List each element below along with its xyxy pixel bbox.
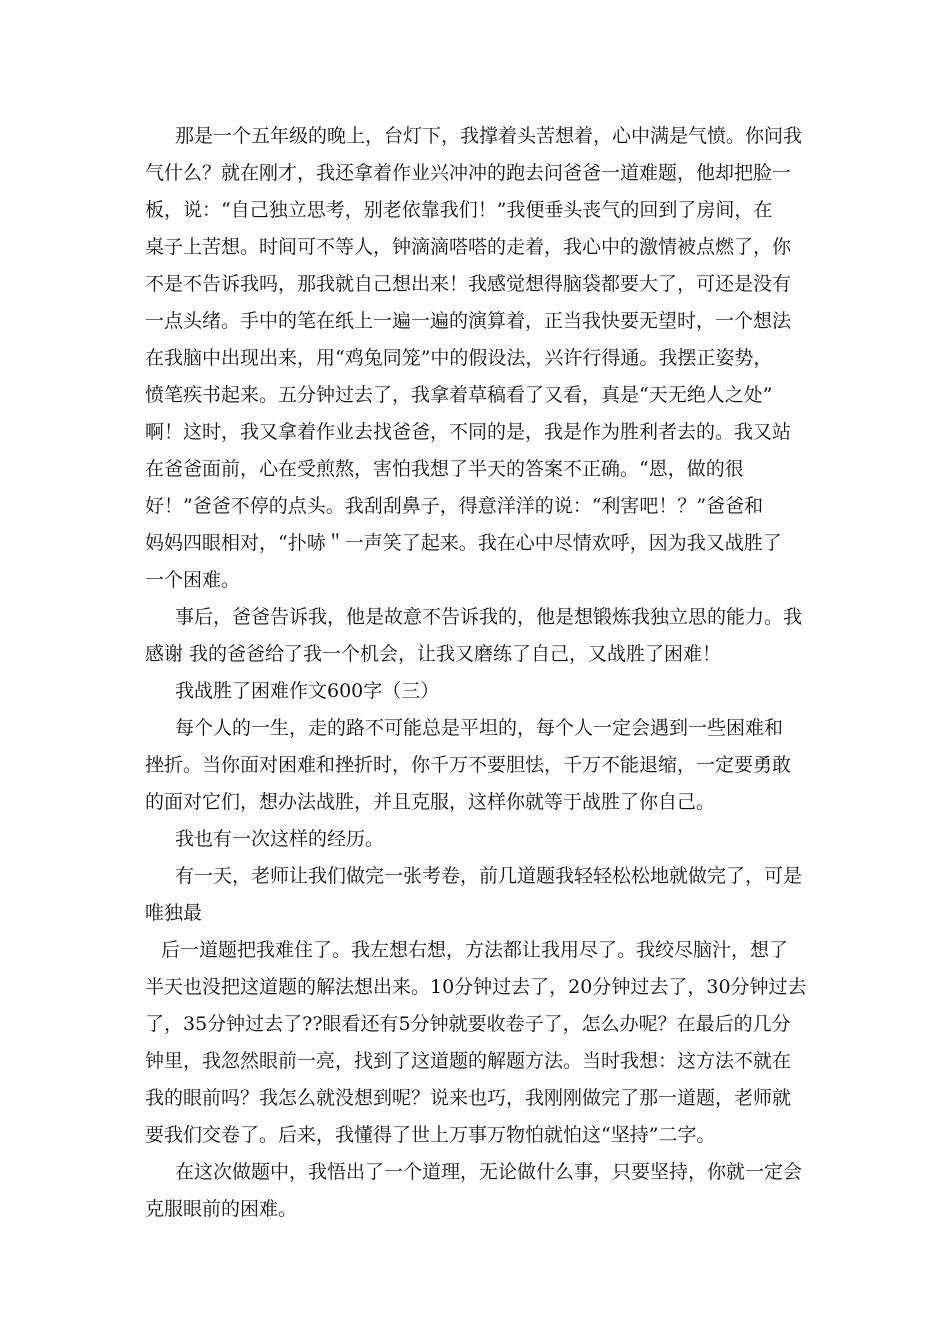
paragraph-line: 愤笔疾书起来。五分钟过去了，我拿着草稿看了又看，真是“天无绝人之处” — [145, 384, 773, 406]
paragraph-line: 在这次做题中，我悟出了一个道理，无论做什么事，只要坚持，你就一定会 — [175, 1161, 803, 1183]
paragraph-line: 妈妈四眼相对，“扑哧＂一声笑了起来。我在心中尽情欢呼，因为我又战胜了 — [145, 532, 782, 554]
paragraph-line: 板，说：“自己独立思考，别老依靠我们！”我便垂头丧气的回到了房间，在 — [145, 199, 773, 221]
section-heading: 我战胜了困难作文600字（三） — [175, 680, 440, 702]
paragraph-line: 桌子上苦想。时间可不等人，钟滴滴嗒嗒的走着，我心中的激情被点燃了，你 — [145, 236, 792, 258]
paragraph-line: 不是不告诉我吗，那我就自己想出来！我感觉想得脑袋都要大了，可还是没有 — [145, 273, 792, 295]
paragraph-line: 感谢 我的爸爸给了我一个机会，让我又磨练了自己，又战胜了困难！ — [145, 643, 722, 665]
paragraph-line: 挫折。当你面对困难和挫折时，你千万不要胆怯，千万不能退缩，一定要勇敢 — [145, 754, 792, 776]
paragraph-line: 我的眼前吗？我怎么就没想到呢？说来也巧，我刚刚做完了那一道题，老师就 — [145, 1087, 792, 1109]
paragraph-line: 要我们交卷了。后来，我懂得了世上万事万物怕就怕这“坚持”二字。 — [145, 1124, 716, 1146]
paragraph-line: 一点头绪。手中的笔在纸上一遍一遍的演算着，正当我快要无望时，一个想法 — [145, 310, 792, 332]
paragraph-line: 在我脑中出现出来，用“鸡兔同笼”中的假设法，兴许行得通。我摆正姿势， — [145, 347, 773, 369]
paragraph-line: 啊！这时，我又拿着作业去找爸爸，不同的是，我是作为胜利者去的。我又站 — [145, 421, 792, 443]
paragraph-line: 的面对它们，想办法战胜，并且克服，这样你就等于战胜了你自己。 — [145, 791, 716, 813]
paragraph-line: 事后，爸爸告诉我，他是故意不告诉我的，他是想锻炼我独立思的能力。我 — [175, 606, 803, 628]
paragraph-line: 唯独最 — [145, 902, 203, 924]
paragraph-line: 我也有一次这样的经历。 — [175, 828, 385, 850]
paragraph-line: 每个人的一生，走的路不可能总是平坦的，每个人一定会遇到一些困难和 — [175, 717, 784, 739]
paragraph-line: 一个困难。 — [145, 569, 241, 591]
paragraph-line: 了，35分钟过去了??眼看还有5分钟就要收卷子了，怎么办呢？在最后的几分 — [145, 1013, 791, 1035]
paragraph-line: 在爸爸面前，心在受煎熬，害怕我想了半天的答案不正确。“恩，做的很 — [145, 458, 744, 480]
paragraph-line: 克服眼前的困难。 — [145, 1198, 298, 1220]
paragraph-line: 那是一个五年级的晚上，台灯下，我撑着头苦想着，心中满是气愤。你问我 — [175, 125, 803, 147]
paragraph-line: 有一天，老师让我们做完一张考卷，前几道题我轻轻松松地就做完了，可是 — [175, 865, 803, 887]
paragraph-line: 气什么？就在刚才，我还拿着作业兴冲冲的跑去问爸爸一道难题，他却把脸一 — [145, 162, 792, 184]
paragraph-line: 好！”爸爸不停的点头。我刮刮鼻子，得意洋洋的说：“利害吧！？”爸爸和 — [145, 495, 764, 517]
paragraph-line: 后一道题把我难住了。我左想右想，方法都让我用尽了。我绞尽脑汁，想了 — [161, 939, 789, 961]
paragraph-line: 半天也没把这道题的解法想出来。10分钟过去了，20分钟过去了，30分钟过去 — [145, 976, 807, 998]
paragraph-line: 钟里，我忽然眼前一亮，找到了这道题的解题方法。当时我想：这方法不就在 — [145, 1050, 792, 1072]
essay-body — [145, 118, 825, 1228]
